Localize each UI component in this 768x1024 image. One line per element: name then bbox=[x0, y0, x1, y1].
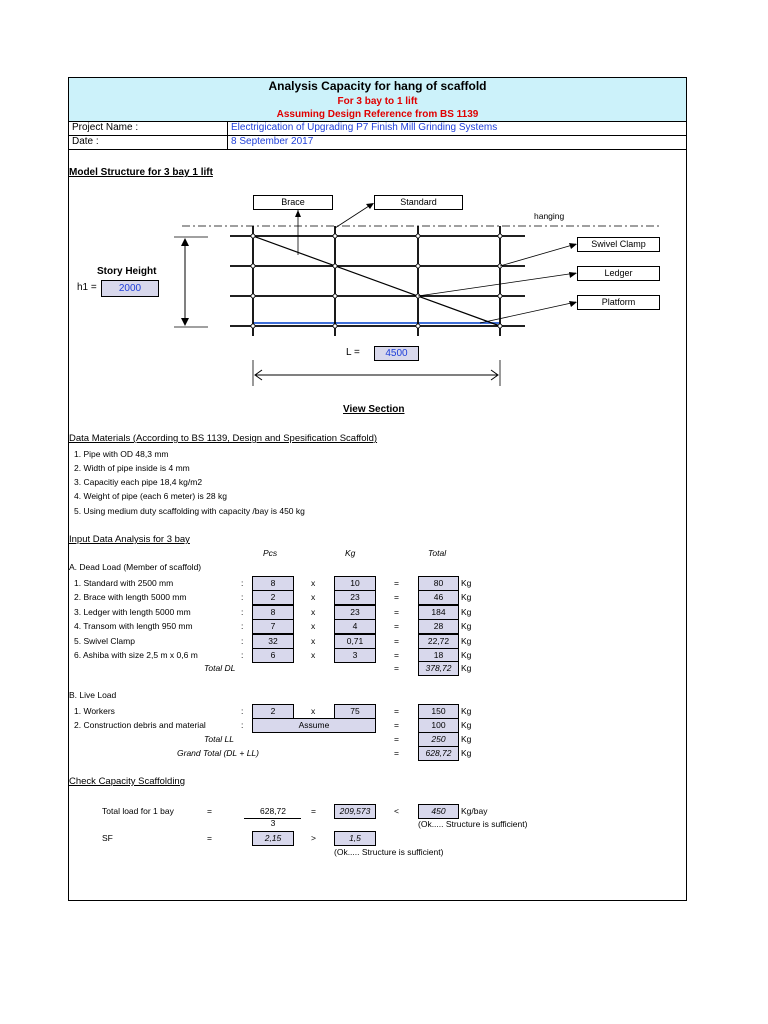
material-item: 3. Capacitiy each pipe 18,4 kg/m2 bbox=[74, 477, 203, 487]
colon: : bbox=[241, 592, 244, 602]
debris-assume: Assume bbox=[252, 718, 376, 733]
times-sign: x bbox=[311, 621, 316, 631]
unit-kg: Kg bbox=[461, 607, 472, 617]
workers-label: 1. Workers bbox=[74, 706, 115, 716]
dead-row-pcs: 8 bbox=[252, 605, 294, 620]
equals-sign: = bbox=[394, 592, 399, 602]
dead-row-kg: 10 bbox=[334, 576, 376, 591]
equals-sign: = bbox=[207, 806, 212, 816]
dead-row-label: 6. Ashiba with size 2,5 m x 0,6 m bbox=[74, 650, 198, 660]
total-dl-value: 378,72 bbox=[418, 661, 459, 676]
l-label: L = bbox=[346, 347, 360, 358]
numerator: 628,72 bbox=[260, 806, 286, 816]
brace-label-box: Brace bbox=[253, 195, 333, 210]
swivel-clamp-label-box: Swivel Clamp bbox=[577, 237, 660, 252]
h1-value: 2000 bbox=[101, 280, 159, 297]
equals-sign: = bbox=[394, 607, 399, 617]
dead-row-total: 28 bbox=[418, 619, 459, 634]
times-sign: x bbox=[311, 650, 316, 660]
project-name-value: Electrigication of Upgrading P7 Finish Mill Grinding Systems bbox=[231, 122, 498, 133]
times-sign: x bbox=[311, 592, 316, 602]
col-kg: Kg bbox=[345, 548, 356, 558]
workers-kg: 75 bbox=[334, 704, 376, 719]
dead-row-total: 18 bbox=[418, 648, 459, 663]
dead-row-label: 1. Standard with 2500 mm bbox=[74, 578, 174, 588]
unit-kg: Kg bbox=[461, 720, 472, 730]
material-item: 1. Pipe with OD 48,3 mm bbox=[74, 449, 169, 459]
model-heading: Model Structure for 3 bay 1 lift bbox=[69, 167, 213, 178]
materials-heading: Data Materials (According to BS 1139, Design and Spesification Scaffold) bbox=[69, 433, 378, 444]
dead-row-label: 5. Swivel Clamp bbox=[74, 636, 135, 646]
dead-row-kg: 4 bbox=[334, 619, 376, 634]
unit-kg: Kg bbox=[461, 748, 472, 758]
equals-sign: = bbox=[394, 663, 399, 673]
unit-kg: Kg bbox=[461, 650, 472, 660]
live-load-heading: B. Live Load bbox=[69, 690, 117, 700]
subtitle-reference: Assuming Design Reference from BS 1139 bbox=[276, 109, 479, 120]
colon: : bbox=[241, 636, 244, 646]
ok-note-2: (Ok..... Structure is sufficient) bbox=[334, 847, 444, 857]
workers-pcs: 2 bbox=[252, 704, 294, 719]
equals-sign: = bbox=[394, 706, 399, 716]
dead-row-label: 3. Ledger with length 5000 mm bbox=[74, 607, 191, 617]
times-sign: x bbox=[311, 636, 316, 646]
material-item: 5. Using medium duty scaffolding with capacity /bay is 450 kg bbox=[74, 506, 305, 516]
unit-kg: Kg bbox=[461, 636, 472, 646]
equals-sign: = bbox=[394, 578, 399, 588]
colon: : bbox=[241, 578, 244, 588]
dead-row-label: 4. Transom with length 950 mm bbox=[74, 621, 193, 631]
capacity-value: 450 bbox=[418, 804, 459, 819]
debris-total: 100 bbox=[418, 718, 459, 733]
times-sign: x bbox=[311, 706, 316, 716]
dead-row-total: 80 bbox=[418, 576, 459, 591]
grand-total-label: Grand Total (DL + LL) bbox=[177, 748, 259, 758]
story-height-label: Story Height bbox=[97, 266, 157, 277]
load-result: 209,573 bbox=[334, 804, 376, 819]
dead-row-pcs: 32 bbox=[252, 634, 294, 649]
equals-sign: = bbox=[394, 734, 399, 744]
dead-row-pcs: 7 bbox=[252, 619, 294, 634]
less-than-sign: < bbox=[394, 806, 399, 816]
colon: : bbox=[241, 720, 244, 730]
debris-label: 2. Construction debris and material bbox=[74, 720, 206, 730]
total-load-label: Total load for 1 bay bbox=[102, 806, 174, 816]
unit-kg: Kg bbox=[461, 592, 472, 602]
dead-row-kg: 3 bbox=[334, 648, 376, 663]
colon: : bbox=[241, 621, 244, 631]
dead-row-pcs: 2 bbox=[252, 590, 294, 605]
l-value: 4500 bbox=[374, 346, 419, 361]
workers-total: 150 bbox=[418, 704, 459, 719]
date-value: 8 September 2017 bbox=[231, 136, 314, 147]
times-sign: x bbox=[311, 578, 316, 588]
total-ll-label: Total LL bbox=[204, 734, 234, 744]
equals-sign: = bbox=[311, 806, 316, 816]
total-ll-value: 250 bbox=[418, 732, 459, 747]
times-sign: x bbox=[311, 607, 316, 617]
unit-kg: Kg bbox=[461, 734, 472, 744]
colon: : bbox=[241, 650, 244, 660]
h1-label: h1 = bbox=[77, 282, 97, 293]
dead-row-kg: 23 bbox=[334, 590, 376, 605]
denominator: 3 bbox=[270, 818, 276, 828]
sf-label: SF bbox=[102, 833, 113, 843]
project-name-label: Project Name : bbox=[72, 122, 139, 133]
date-label: Date : bbox=[72, 136, 99, 147]
equals-sign: = bbox=[394, 748, 399, 758]
hanging-label: hanging bbox=[534, 211, 565, 221]
col-total: Total bbox=[428, 548, 447, 558]
capacity-unit: Kg/bay bbox=[461, 806, 488, 816]
equals-sign: = bbox=[394, 621, 399, 631]
grand-total-value: 628,72 bbox=[418, 746, 459, 761]
page-title: Analysis Capacity for hang of scaffold bbox=[268, 79, 487, 93]
col-pcs: Pcs bbox=[263, 548, 278, 558]
equals-sign: = bbox=[394, 720, 399, 730]
colon: : bbox=[241, 706, 244, 716]
equals-sign: = bbox=[394, 650, 399, 660]
check-heading: Check Capacity Scaffolding bbox=[69, 776, 185, 787]
equals-sign: = bbox=[207, 833, 212, 843]
dead-row-pcs: 8 bbox=[252, 576, 294, 591]
unit-kg: Kg bbox=[461, 706, 472, 716]
sf-value: 2,15 bbox=[252, 831, 294, 846]
brace-line bbox=[253, 236, 500, 326]
sf-min: 1,5 bbox=[334, 831, 376, 846]
dead-row-pcs: 6 bbox=[252, 648, 294, 663]
dead-row-total: 46 bbox=[418, 590, 459, 605]
unit-kg: Kg bbox=[461, 663, 472, 673]
dead-row-label: 2. Brace with length 5000 mm bbox=[74, 592, 187, 602]
dead-row-kg: 0,71 bbox=[334, 634, 376, 649]
colon: : bbox=[241, 607, 244, 617]
material-item: 2. Width of pipe inside is 4 mm bbox=[74, 463, 190, 473]
material-item: 4. Weight of pipe (each 6 meter) is 28 kg bbox=[74, 491, 227, 501]
dead-row-kg: 23 bbox=[334, 605, 376, 620]
ok-note-1: (Ok..... Structure is sufficient) bbox=[418, 819, 528, 829]
subtitle-lift: For 3 bay to 1 lift bbox=[337, 96, 418, 107]
dead-load-heading: A. Dead Load (Member of scaffold) bbox=[69, 562, 202, 572]
equals-sign: = bbox=[394, 636, 399, 646]
dead-row-total: 22,72 bbox=[418, 634, 459, 649]
dead-row-total: 184 bbox=[418, 605, 459, 620]
ledger-label-box: Ledger bbox=[577, 266, 660, 281]
total-dl-label: Total DL bbox=[204, 663, 236, 673]
standard-label-box: Standard bbox=[374, 195, 463, 210]
unit-kg: Kg bbox=[461, 578, 472, 588]
greater-than-sign: > bbox=[311, 833, 316, 843]
view-section-title: View Section bbox=[343, 404, 405, 415]
unit-kg: Kg bbox=[461, 621, 472, 631]
platform-label-box: Platform bbox=[577, 295, 660, 310]
input-heading: Input Data Analysis for 3 bay bbox=[69, 534, 190, 545]
